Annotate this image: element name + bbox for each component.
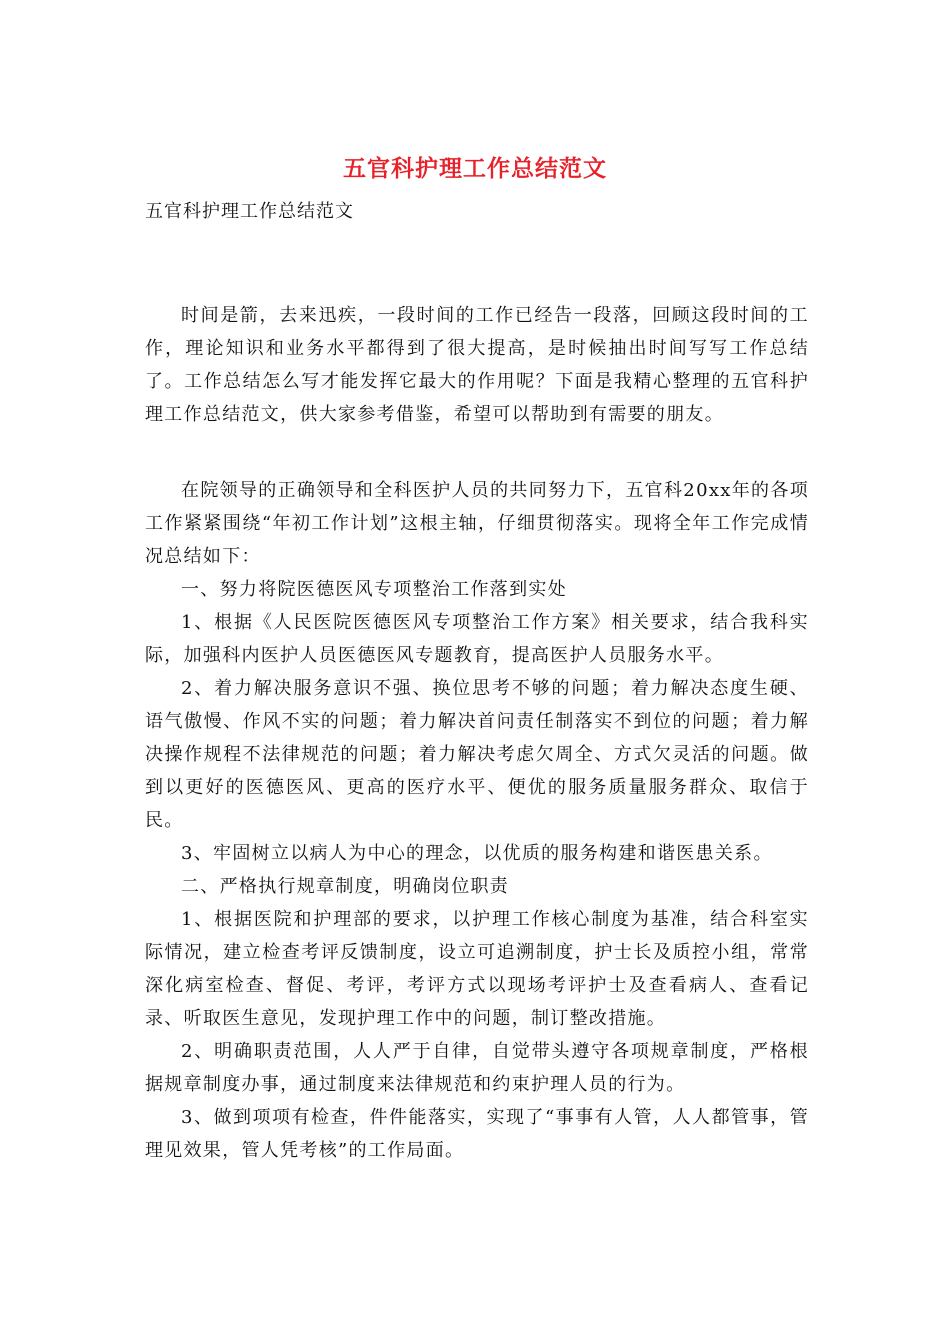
section-heading-1: 一、努力将院医德医风专项整治工作落到实处	[181, 579, 567, 600]
section-heading-2: 二、严格执行规章制度，明确岗位职责	[181, 876, 510, 897]
section-1-item-3: 3、牢固树立以病人为中心的理念，以优质的服务构建和谐医患关系。	[181, 843, 773, 864]
section-2-item-3: 3、做到项项有检查，件件能落实，实现了“事事有人管，人人都管事，管理见效果，管人凭考核”的工作局面。	[145, 1107, 809, 1161]
document-title: 五官科护理工作总结范文	[343, 155, 607, 182]
intro-paragraph: 时间是箭，去来迅疾，一段时间的工作已经告一段落，回顾这段时间的工作，理论知识和业务水平都得到了很大提高，是时候抽出时间写写工作总结了。工作总结怎么写才能发挥它最大的作用呢？下面是我精心整理的五官科护理工作总结范文，供大家参考借鉴，希望可以帮助到有需要的朋友。	[145, 305, 809, 425]
summary-paragraph: 在院领导的正确领导和全科医护人员的共同努力下，五官科20xx年的各项工作紧紧围绕“年初工作计划”这根主轴，仔细贯彻落实。现将全年工作完成情况总结如下：	[145, 480, 809, 567]
document-body	[145, 299, 809, 1167]
section-1-item-1: 1、根据《人民医院医德医风专项整治工作方案》相关要求，结合我科实际，加强科内医护人员医德医风专题教育，提高医护人员服务水平。	[145, 612, 809, 666]
document-subtitle: 五官科护理工作总结范文	[145, 201, 354, 222]
section-1-item-2: 2、着力解决服务意识不强、换位思考不够的问题；着力解决态度生硬、语气傲慢、作风不实的问题；着力解决首问责任制落实不到位的问题；着力解决操作规程不法律规范的问题；着力解决考虑欠周全、方式欠灵活的问题。做到以更好的医德医风、更高的医疗水平、便优的服务质量服务群众、取信于民。	[145, 678, 809, 831]
section-2-item-2: 2、明确职责范围，人人严于自律，自觉带头遵守各项规章制度，严格根据规章制度办事，通过制度来法律规范和约束护理人员的行为。	[145, 1041, 809, 1095]
section-2-item-1: 1、根据医院和护理部的要求，以护理工作核心制度为基准，结合科室实际情况，建立检查考评反馈制度，设立可追溯制度，护士长及质控小组，常常深化病室检查、督促、考评，考评方式以现场考评护士及查看病人、查看记录、听取医生意见，发现护理工作中的问题，制订整改措施。	[145, 909, 809, 1029]
